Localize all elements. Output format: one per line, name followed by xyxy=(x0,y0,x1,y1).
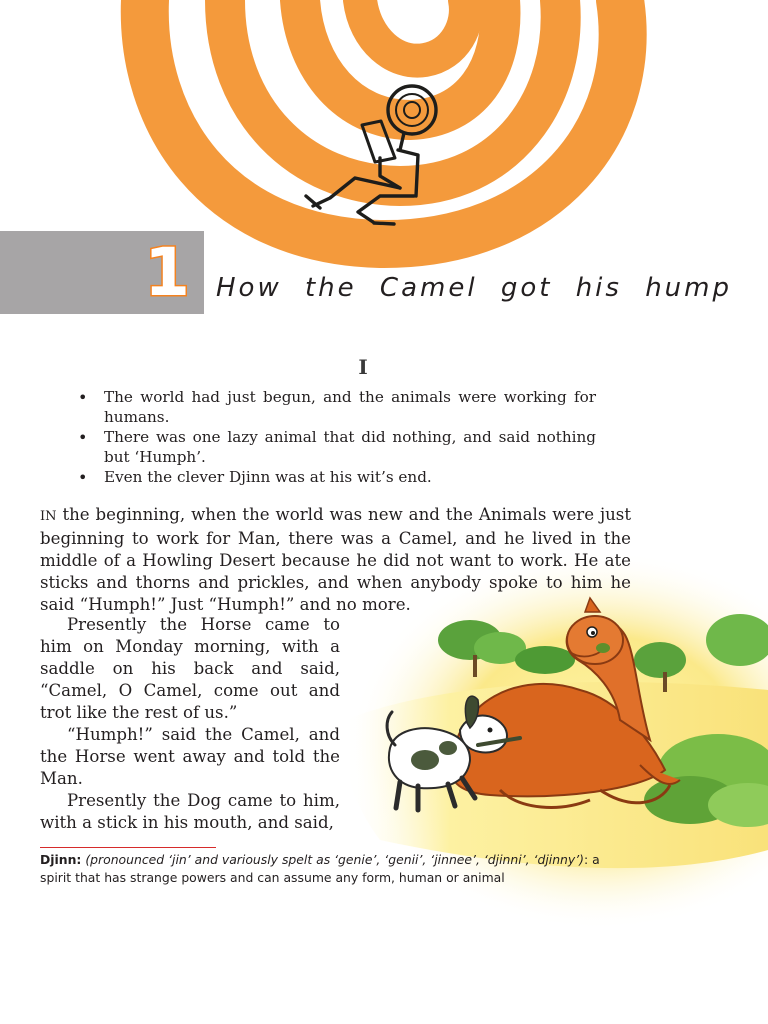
story-paragraph: Presently the Dog came to him, with a stick in his mouth, and said, xyxy=(40,791,340,832)
footnote-definition: : a spirit that has strange powers and can assume any form, human or animal xyxy=(40,852,600,885)
chapter-number: 1 xyxy=(144,234,190,311)
bullet-item: • Even the clever Djinn was at his wit’s end. xyxy=(104,468,596,488)
summary-bullets xyxy=(104,388,596,489)
story-paragraph-1 xyxy=(40,504,631,616)
footnote-term: Djinn: xyxy=(40,852,82,867)
section-marker: I xyxy=(358,355,368,379)
story-paragraph: “Humph!” said the Camel, and the Horse went away and told the Man. xyxy=(40,725,340,788)
bullet-item: • The world had just begun, and the animals were working for humans. xyxy=(104,388,596,427)
footnote xyxy=(40,851,634,887)
chapter-title: How the Camel got his hump xyxy=(216,273,732,303)
story-column xyxy=(40,614,340,834)
dropcap-word: IN xyxy=(40,509,57,524)
bullet-item: • There was one lazy animal that did nothing, and said nothing but ‘Humph’. xyxy=(104,428,596,467)
story-paragraph: Presently the Horse came to him on Monday morning, with a saddle on his back and said, “Camel, O Camel, come out and trot like the rest of us.” xyxy=(40,615,340,722)
spiral-decoration xyxy=(145,0,623,244)
footnote-pronunciation: (pronounced ‘jin’ and variously spelt as ‘genie’, ‘genii’, ‘jinnee’, ‘djinni’, ‘djinny’) xyxy=(81,852,585,867)
paragraph-text: the beginning, when the world was new and the Animals were just beginning to work for Man, there was a Camel, and he lived in the middle of a Howling Desert because he did not want to work. He ate sticks and thorns and prickles, and when anybody spoke to him he said “Humph!” Just “Humph!” and no more. xyxy=(40,505,631,614)
footnote-divider xyxy=(40,847,216,848)
